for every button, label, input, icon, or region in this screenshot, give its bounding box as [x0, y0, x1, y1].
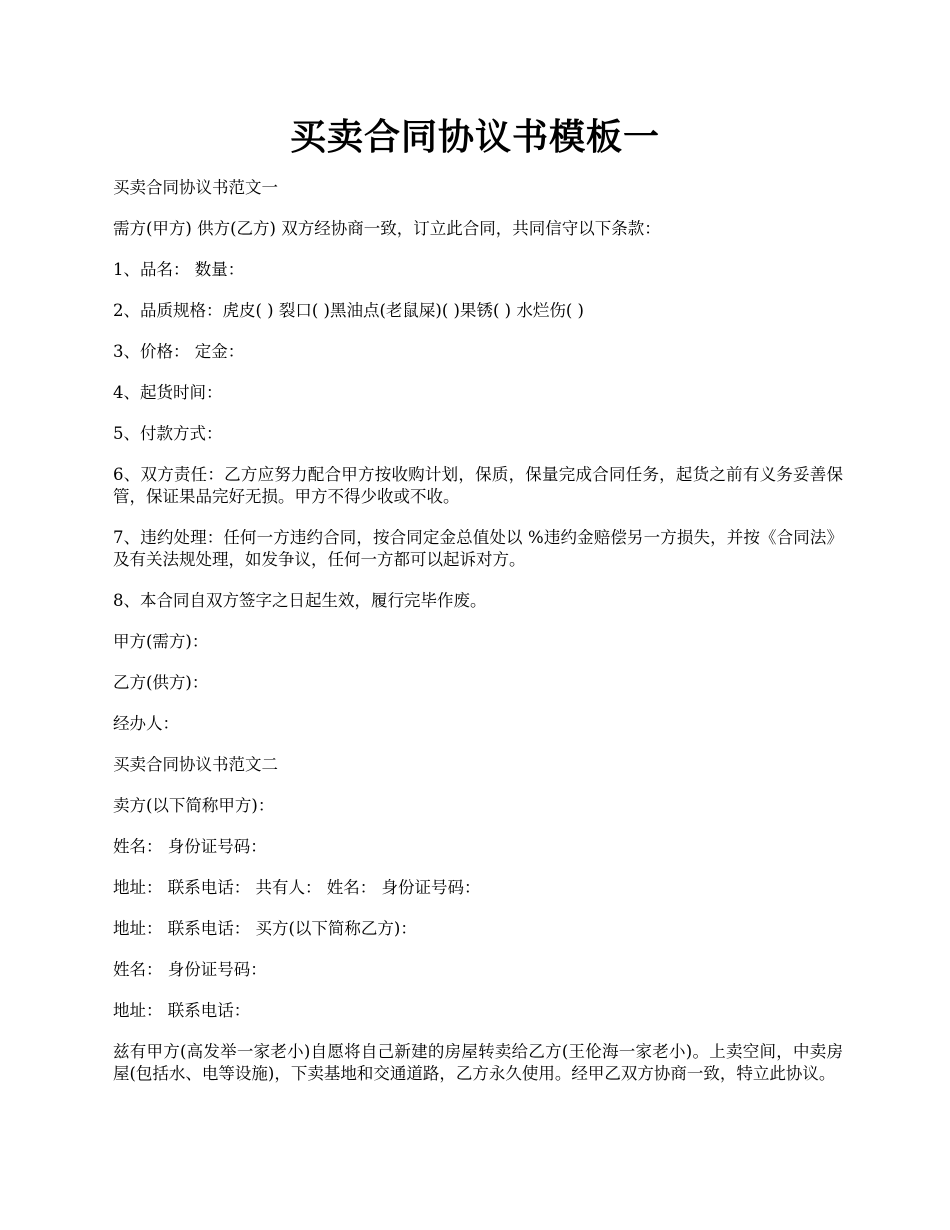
section-heading-sample-1: 买卖合同协议书范文一 — [113, 178, 278, 197]
buyer-address-phone: 地址： 联系电话： — [113, 1001, 251, 1020]
coowner-address-buyer: 地址： 联系电话： 买方(以下简称乙方)： — [113, 919, 417, 938]
clause-8-effective: 8、本合同自双方签字之日起生效，履行完毕作废。 — [113, 591, 487, 610]
clause-2-quality-spec: 2、品质规格：虎皮( ) 裂口( )黑油点(老鼠屎)( )果锈( ) 水烂伤( ) — [113, 301, 584, 320]
clause-5-payment-method: 5、付款方式： — [113, 424, 223, 443]
clause-7-breach: 7、违约处理：任何一方违约合同，按合同定金总值处以 %违约金赔偿另一方损失，并按《合同法》及有关法规处理，如发争议，任何一方都可以起诉对方。 — [113, 528, 843, 569]
clause-6-responsibilities: 6、双方责任：乙方应努力配合甲方按收购计划，保质，保量完成合同任务，起货之前有义务妥善保管，保证果品完好无损。甲方不得少收或不收。 — [113, 465, 843, 506]
seller-address-coowner: 地址： 联系电话： 共有人： 姓名： 身份证号码： — [113, 878, 481, 897]
clause-4-shipping-time: 4、起货时间： — [113, 383, 223, 402]
signature-party-a: 甲方(需方)： — [113, 632, 209, 651]
buyer-name-id: 姓名： 身份证号码： — [113, 960, 267, 979]
signature-party-b: 乙方(供方)： — [113, 673, 209, 692]
clause-1-product-name: 1、品名： 数量： — [113, 260, 245, 279]
section-heading-sample-2: 买卖合同协议书范文二 — [113, 755, 278, 774]
clause-3-price: 3、价格： 定金： — [113, 342, 245, 361]
parties-intro: 需方(甲方) 供方(乙方) 双方经协商一致，订立此合同，共同信守以下条款： — [113, 219, 661, 238]
document-title: 买卖合同协议书模板一 — [289, 116, 660, 158]
agreement-statement: 兹有甲方(高发举一家老小)自愿将自己新建的房屋转卖给乙方(王伦海一家老小)。上卖空间，中卖房屋(包括水、电等设施)，下卖基地和交通道路，乙方永久使用。经甲乙双方协商一致，特立此协议。 — [113, 1042, 843, 1083]
seller-heading: 卖方(以下简称甲方)： — [113, 796, 275, 815]
seller-name-id: 姓名： 身份证号码： — [113, 837, 267, 856]
document-body — [113, 177, 843, 1104]
signature-agent: 经办人： — [113, 714, 179, 733]
